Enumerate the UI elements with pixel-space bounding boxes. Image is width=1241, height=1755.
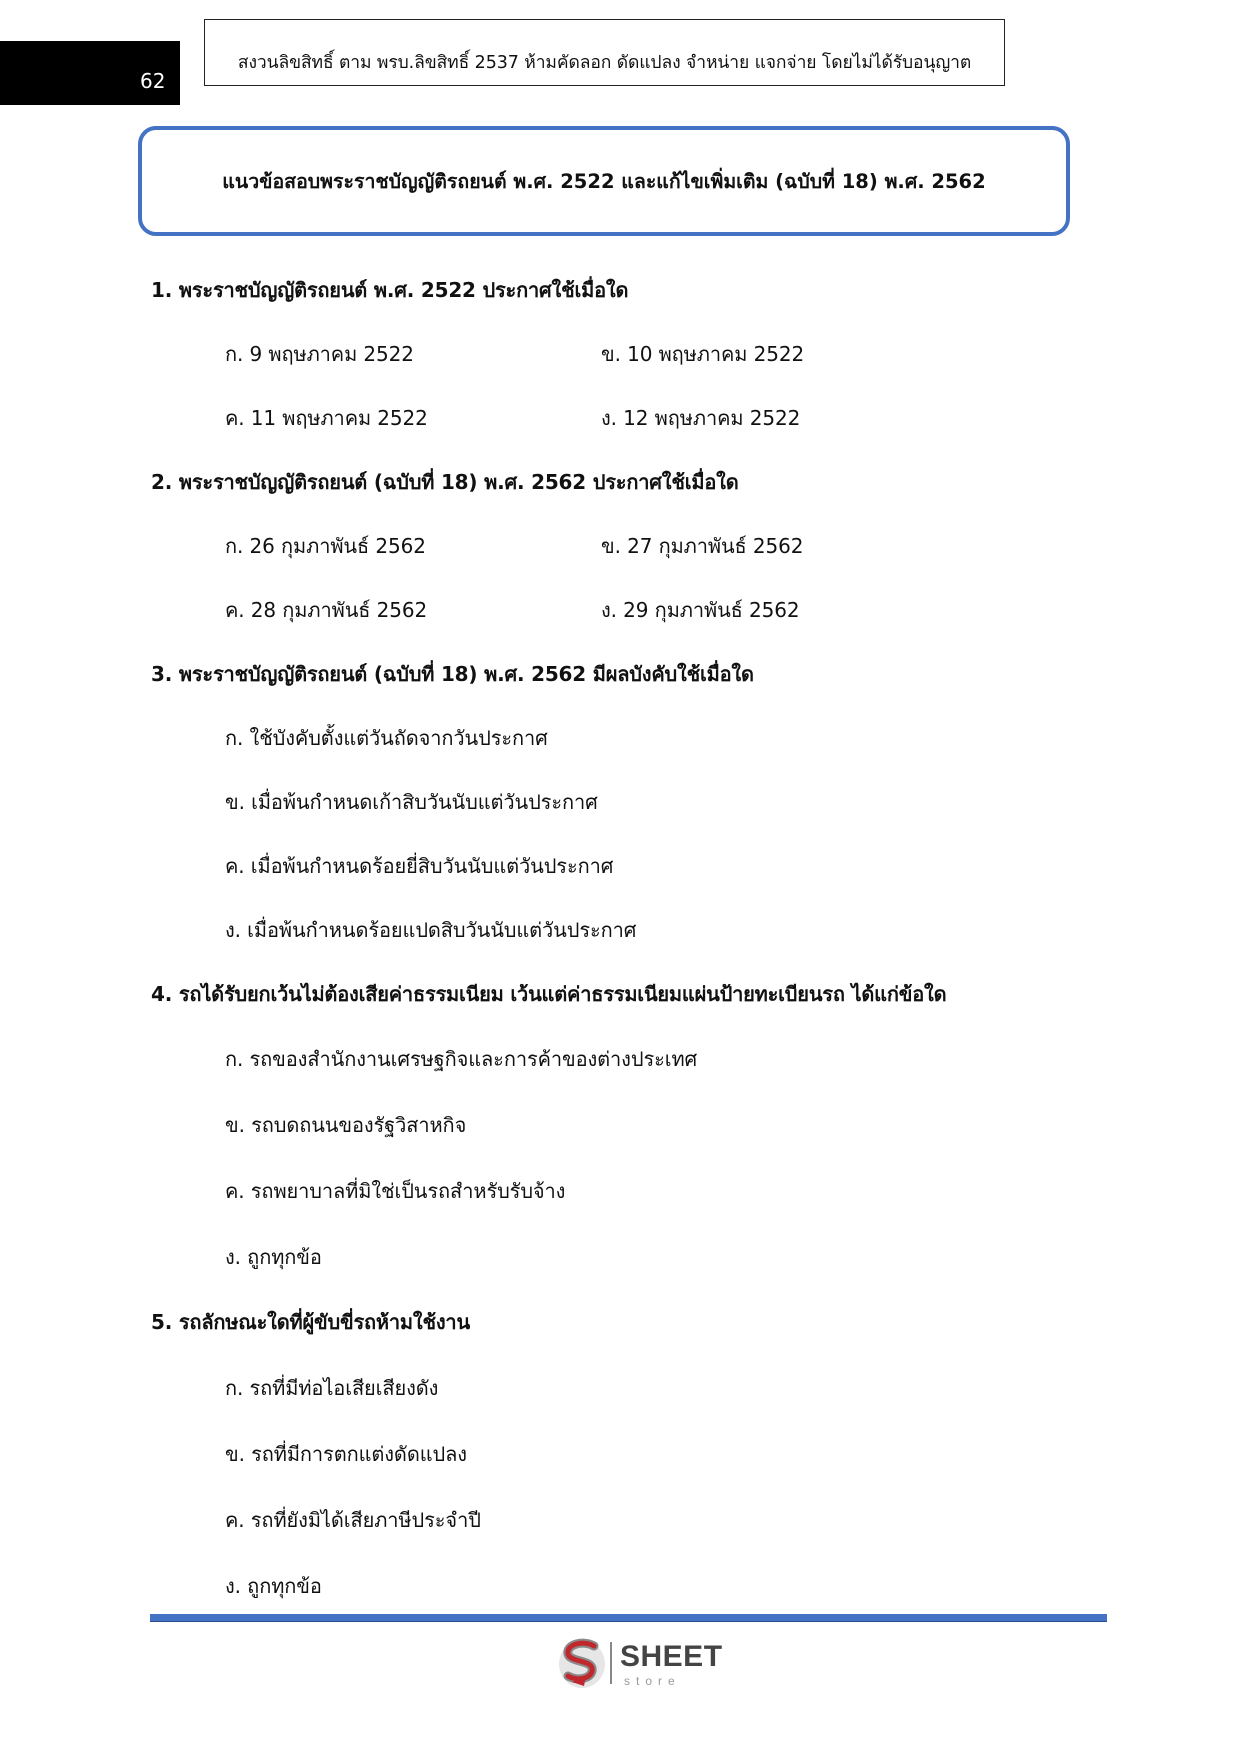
question-4-option-c: ค. รถพยาบาลที่มิใช่เป็นรถสำหรับรับจ้าง [225,1179,566,1203]
question-5-option-a: ก. รถที่มีท่อไอเสียเสียงดัง [225,1376,439,1400]
question-5-option-d: ง. ถูกทุกข้อ [225,1574,322,1598]
copyright-notice: สงวนลิขสิทธิ์ ตาม พรบ.ลิขสิทธิ์ 2537 ห้ามคัดลอก ดัดแปลง จำหน่าย แจกจ่าย โดยไม่ได้รับอนุญาต [204,19,1005,86]
question-3: 3. พระราชบัญญัติรถยนต์ (ฉบับที่ 18) พ.ศ. 2562 มีผลบังคับใช้เมื่อใด [151,662,754,686]
question-4-option-b: ข. รถบดถนนของรัฐวิสาหกิจ [225,1113,467,1137]
question-1-option-a: ก. 9 พฤษภาคม 2522 [225,342,414,366]
page-number: 62 [140,69,166,93]
question-4-option-a: ก. รถของสำนักงานเศรษฐกิจและการค้าของต่างประเทศ [225,1047,698,1071]
question-3-option-a: ก. ใช้บังคับตั้งแต่วันถัดจากวันประกาศ [225,726,548,750]
question-3-option-b: ข. เมื่อพ้นกำหนดเก้าสิบวันนับแต่วันประกาศ [225,790,598,814]
sheet-store-s-logo-icon [556,1636,608,1692]
logo-divider [610,1642,612,1684]
question-2-option-d: ง. 29 กุมภาพันธ์ 2562 [601,598,800,622]
question-4: 4. รถได้รับยกเว้นไม่ต้องเสียค่าธรรมเนียม เว้นแต่ค่าธรรมเนียมแผ่นป้ายทะเบียนรถ ได้แก่ข้อใด [151,982,947,1006]
logo-wordmark: SHEET [620,1640,723,1673]
logo-subtitle: store [624,1674,681,1688]
question-1-option-b: ข. 10 พฤษภาคม 2522 [601,342,805,366]
page-title: แนวข้อสอบพระราชบัญญัติรถยนต์ พ.ศ. 2522 และแก้ไขเพิ่มเติม (ฉบับที่ 18) พ.ศ. 2562 [138,126,1070,236]
page-number-box [0,41,180,105]
question-2-option-a: ก. 26 กุมภาพันธ์ 2562 [225,534,426,558]
question-1: 1. พระราชบัญญัติรถยนต์ พ.ศ. 2522 ประกาศใช้เมื่อใด [151,278,629,302]
footer-divider [150,1614,1107,1622]
question-1-option-d: ง. 12 พฤษภาคม 2522 [601,406,801,430]
question-5: 5. รถลักษณะใดที่ผู้ขับขี่รถห้ามใช้งาน [151,1310,470,1334]
question-2-option-c: ค. 28 กุมภาพันธ์ 2562 [225,598,428,622]
question-2-option-b: ข. 27 กุมภาพันธ์ 2562 [601,534,804,558]
sheet-store-logo [556,1636,726,1692]
question-4-option-d: ง. ถูกทุกข้อ [225,1245,322,1269]
question-2: 2. พระราชบัญญัติรถยนต์ (ฉบับที่ 18) พ.ศ. 2562 ประกาศใช้เมื่อใด [151,470,739,494]
question-5-option-c: ค. รถที่ยังมิได้เสียภาษีประจำปี [225,1508,481,1532]
question-1-option-c: ค. 11 พฤษภาคม 2522 [225,406,428,430]
question-5-option-b: ข. รถที่มีการตกแต่งดัดแปลง [225,1442,467,1466]
question-3-option-c: ค. เมื่อพ้นกำหนดร้อยยี่สิบวันนับแต่วันประกาศ [225,854,614,878]
question-3-option-d: ง. เมื่อพ้นกำหนดร้อยแปดสิบวันนับแต่วันประกาศ [225,918,637,942]
